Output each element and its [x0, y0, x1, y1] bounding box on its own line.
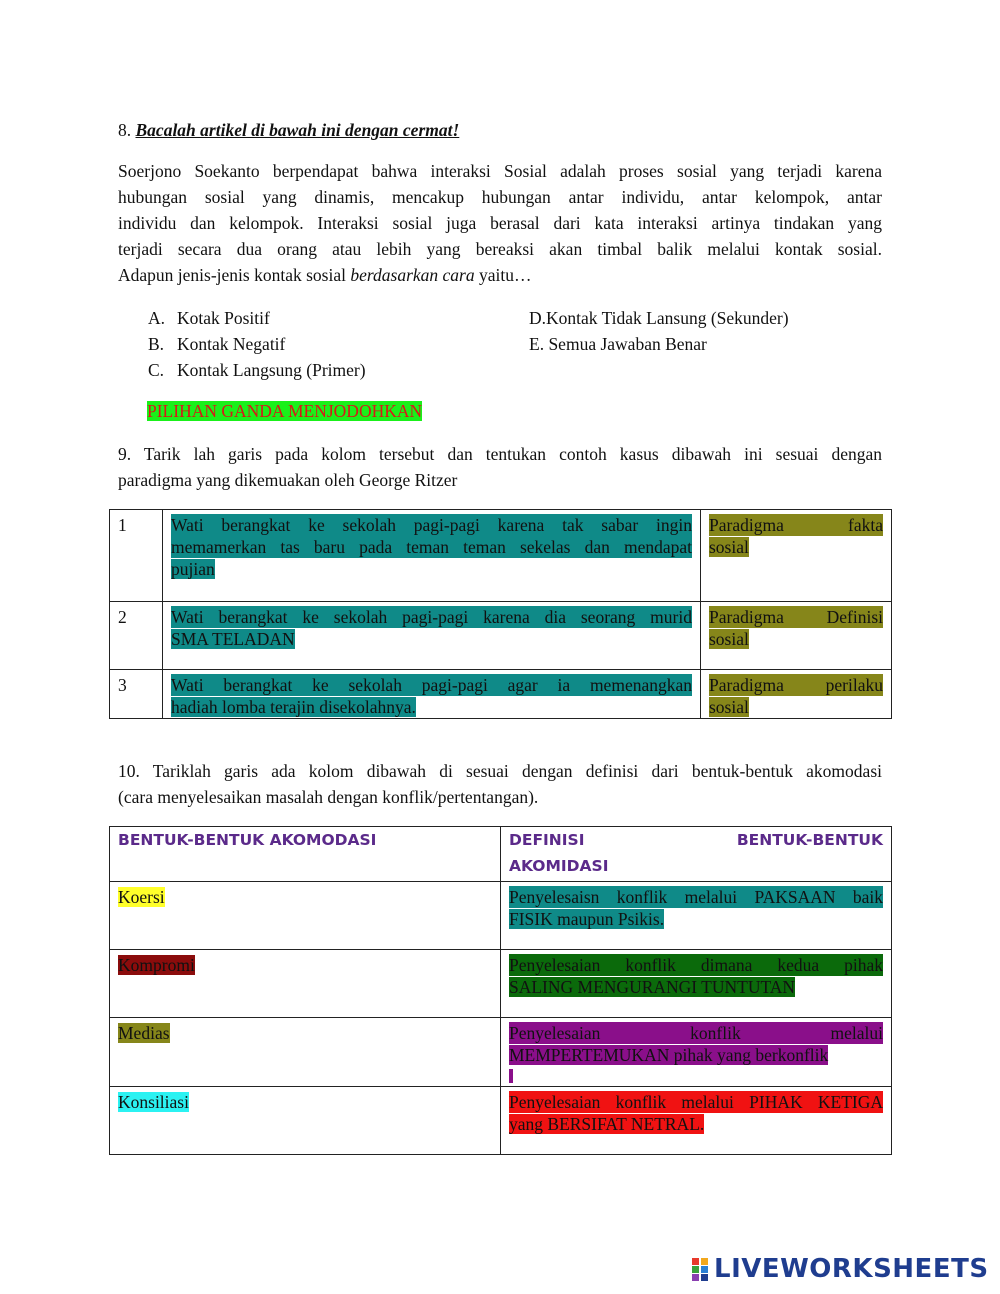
table-row: [110, 882, 892, 950]
paragraph-line: Soerjono Soekanto berpendapat bahwa interaksi Sosial adalah proses sosial yang terjadi karena: [118, 161, 882, 181]
header-left: BENTUK-BENTUK AKOMODASI: [118, 831, 377, 849]
option-d[interactable]: D.Kontak Tidak Lansung (Sekunder): [529, 308, 789, 328]
option-c[interactable]: C. Kontak Langsung (Primer): [148, 360, 366, 380]
term-cell[interactable]: Kompromi: [118, 955, 195, 975]
paradigm-cell[interactable]: Paradigma perilaku sosial: [709, 675, 883, 717]
row-number: 3: [118, 675, 127, 695]
section-label-text: PILIHAN GANDA MENJODOHKAN: [147, 401, 423, 421]
table-row: [110, 670, 892, 719]
liveworksheets-logo: [692, 1255, 992, 1285]
header-right: DEFINISI BENTUK-BENTUK AKOMIDASI: [509, 831, 883, 875]
question-number: 8.: [118, 120, 132, 140]
question-instruction: Bacalah artikel di bawah ini dengan cermat!: [135, 120, 460, 140]
term-cell[interactable]: Koersi: [118, 887, 165, 907]
paragraph-line: terjadi secara dua orang atau lebih yang bereaksi akan timbal balik melalui kontak sosial.: [118, 239, 882, 259]
logo-text: LIVEWORKSHEETS: [714, 1254, 989, 1284]
question-9-text: 9. Tarik lah garis pada kolom tersebut dan tentukan contoh kasus dibawah ini sesuai dengan paradigma yang dikemuakan oleh George Ritzer: [118, 444, 882, 490]
logo-icon: [692, 1258, 712, 1282]
question-10-text: 10. Tariklah garis ada kolom dibawah di sesuai dengan definisi dari bentuk-bentuk akomodasi (cara menyelesaikan masalah dengan konflik/pertentangan).: [118, 761, 882, 807]
option-e[interactable]: E. Semua Jawaban Benar: [529, 334, 707, 354]
row-number: 1: [118, 515, 127, 535]
paragraph-line-last: Adapun jenis-jenis kontak sosial berdasarkan cara yaitu…: [118, 265, 532, 285]
table-row: [110, 602, 892, 670]
accommodation-table: [109, 826, 892, 1155]
table-row: [110, 1087, 892, 1155]
definition-cell[interactable]: Penyelesaisn konflik melalui PAKSAAN baik FISIK maupun Psikis.: [509, 887, 883, 929]
definition-cell[interactable]: Penyelesaian konflik melalui PIHAK KETIGA yang BERSIFAT NETRAL.: [509, 1092, 883, 1134]
table-header-row: [110, 827, 892, 882]
row-number: 2: [118, 607, 127, 627]
table-row: [110, 1018, 892, 1087]
case-cell[interactable]: Wati berangkat ke sekolah pagi-pagi karena dia seorang murid SMA TELADAN: [171, 607, 692, 649]
section-label: [147, 398, 422, 424]
paradigm-table: [109, 509, 892, 719]
article-paragraph: [118, 158, 882, 288]
case-cell[interactable]: Wati berangkat ke sekolah pagi-pagi karena tak sabar ingin memamerkan tas baru pada teman teman sekelas dan mendapat pujian: [171, 515, 692, 579]
term-cell[interactable]: Medias: [118, 1023, 170, 1043]
question-8-title: [118, 117, 459, 143]
option-a[interactable]: A. Kotak Positif: [148, 308, 270, 328]
term-cell[interactable]: Konsiliasi: [118, 1092, 189, 1112]
table-row: [110, 950, 892, 1018]
paradigm-cell[interactable]: Paradigma fakta sosial: [709, 515, 883, 557]
definition-cell[interactable]: Penyelesaian konflik melalui MEMPERTEMUKAN pihak yang berkonflik: [501, 1018, 891, 1080]
definition-cell[interactable]: Penyelesaian konflik dimana kedua pihak SALING MENGURANGI TUNTUTAN: [509, 955, 883, 997]
table-row: [110, 510, 892, 602]
paradigm-cell[interactable]: Paradigma Definisi sosial: [709, 607, 883, 649]
paragraph-line: hubungan sosial yang dinamis, mencakup hubungan antar individu, antar kelompok, antar: [118, 187, 882, 207]
case-cell[interactable]: Wati berangkat ke sekolah pagi-pagi agar ia memenangkan hadiah lomba terajin disekolahnya.: [171, 675, 692, 717]
paragraph-line: individu dan kelompok. Interaksi sosial juga berasal dari kata interaksi artinya tindakan yang: [118, 213, 882, 233]
option-b[interactable]: B. Kontak Negatif: [148, 334, 286, 354]
